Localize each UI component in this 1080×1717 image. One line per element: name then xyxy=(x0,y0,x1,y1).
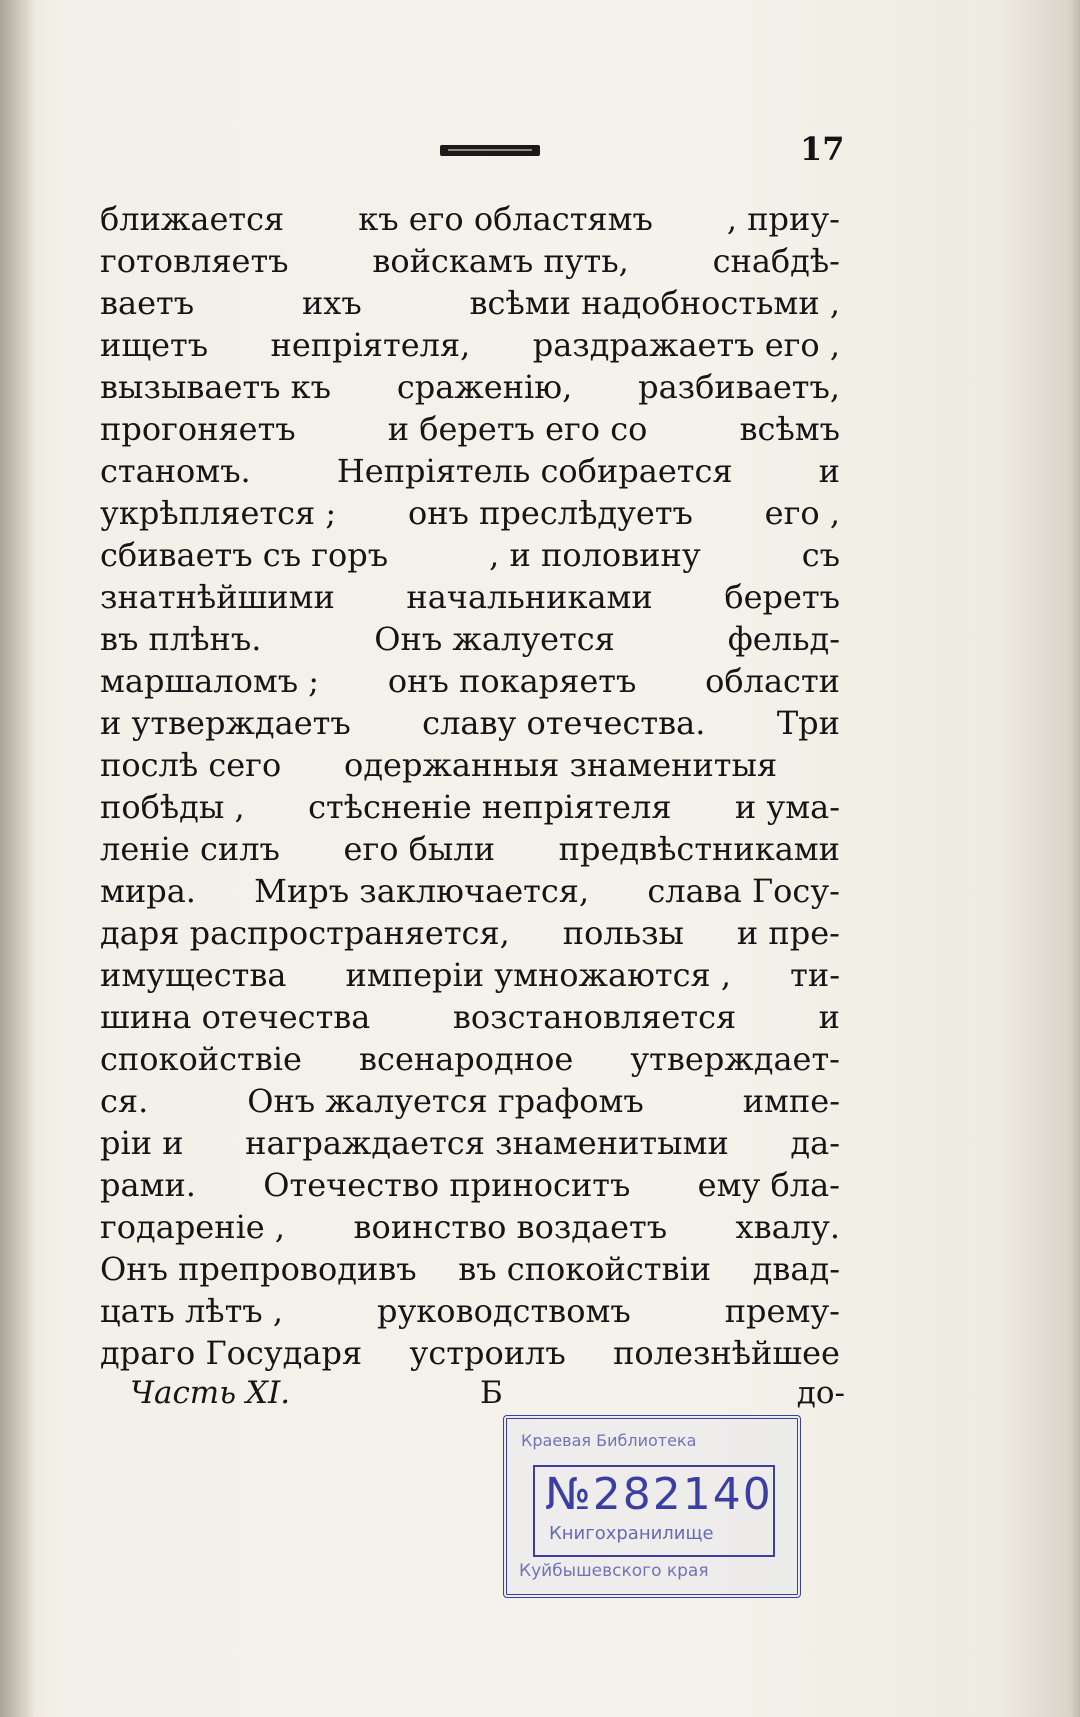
text-line xyxy=(100,240,840,282)
text-segment: мира. xyxy=(100,872,196,910)
text-line xyxy=(100,450,840,492)
text-segment: его , xyxy=(764,494,840,532)
text-segment: начальниками xyxy=(406,578,653,616)
text-segment: леніе силъ xyxy=(100,830,280,868)
text-line xyxy=(100,660,840,702)
text-segment: ваетъ xyxy=(100,284,195,322)
text-segment: и xyxy=(818,998,840,1036)
text-segment: устроилъ xyxy=(409,1334,566,1372)
text-segment: ріи и xyxy=(100,1124,184,1162)
text-segment: годареніе , xyxy=(100,1208,286,1246)
stamp-region-label: Куйбышевского края xyxy=(519,1561,709,1581)
text-segment: руководствомъ xyxy=(376,1292,631,1330)
text-segment: всѣмъ xyxy=(739,410,840,448)
catchword: до- xyxy=(796,1375,845,1411)
text-segment: въ плѣнъ. xyxy=(100,620,262,658)
text-segment: двад- xyxy=(752,1250,840,1288)
text-line xyxy=(100,534,840,576)
text-segment: и xyxy=(818,452,840,490)
text-segment: ближается xyxy=(100,200,285,238)
stamp-storage-label: Книгохранилище xyxy=(549,1523,714,1544)
text-line xyxy=(100,786,840,828)
text-segment: ся. xyxy=(100,1082,149,1120)
text-segment: полезнѣйшее xyxy=(613,1334,840,1372)
text-line xyxy=(100,324,840,366)
gutter-shadow xyxy=(0,0,34,1717)
text-segment: драго Государя xyxy=(100,1334,363,1372)
text-segment: фельд- xyxy=(727,620,840,658)
text-segment: одержанныя знаменитыя xyxy=(344,746,778,784)
text-line xyxy=(100,198,840,240)
text-segment: ему бла- xyxy=(697,1166,840,1204)
text-segment: Отечество приноситъ xyxy=(263,1166,631,1204)
text-line xyxy=(100,1332,840,1374)
text-segment: къ его областямъ xyxy=(358,200,653,238)
text-line xyxy=(100,492,840,534)
text-segment: хвалу. xyxy=(735,1208,840,1246)
page-number: 17 xyxy=(800,130,845,168)
text-segment: и утверждаетъ xyxy=(100,704,351,742)
text-segment: рами. xyxy=(100,1166,196,1204)
text-segment: Онъ жалуется xyxy=(374,620,615,658)
text-segment: съ xyxy=(801,536,840,574)
text-segment: имперіи умножаются , xyxy=(345,956,732,994)
text-segment: имущества xyxy=(100,956,287,994)
text-segment: утверждает- xyxy=(630,1040,840,1078)
text-line xyxy=(100,366,840,408)
text-segment: шина отечества xyxy=(100,998,371,1036)
text-segment: спокойствіе xyxy=(100,1040,302,1078)
text-line xyxy=(100,618,840,660)
text-line xyxy=(100,1290,840,1332)
text-segment: ихъ xyxy=(301,284,362,322)
text-line xyxy=(100,1038,840,1080)
text-segment: Непріятель собирается xyxy=(336,452,733,490)
text-segment: онъ преслѣдуетъ xyxy=(407,494,693,532)
signature-mark: Б xyxy=(480,1375,503,1411)
text-segment: Миръ заключается, xyxy=(254,872,590,910)
text-line xyxy=(100,828,840,870)
text-segment: готовляетъ xyxy=(100,242,289,280)
header-rule xyxy=(440,145,540,156)
text-segment: предвѣстниками xyxy=(558,830,840,868)
text-segment: стѣсненіе непріятеля xyxy=(308,788,672,826)
text-segment: возстановляется xyxy=(452,998,737,1036)
text-segment: укрѣпляется ; xyxy=(100,494,337,532)
text-segment: воинство воздаетъ xyxy=(353,1208,668,1246)
body-text xyxy=(100,198,840,1374)
text-segment: и беретъ его со xyxy=(387,410,648,448)
text-line xyxy=(100,1080,840,1122)
text-segment: въ спокойствіи xyxy=(458,1250,712,1288)
text-segment: , приу- xyxy=(726,200,840,238)
library-stamp xyxy=(503,1415,801,1598)
text-segment: беретъ xyxy=(724,578,840,616)
text-segment: и ума- xyxy=(734,788,840,826)
text-line xyxy=(100,744,840,786)
text-segment: Три xyxy=(776,704,840,742)
text-segment: знатнѣйшими xyxy=(100,578,335,616)
text-segment: прему- xyxy=(724,1292,840,1330)
text-line xyxy=(100,870,840,912)
text-segment: вызываетъ къ xyxy=(100,368,332,406)
volume-part-label: Часть XI. xyxy=(130,1375,291,1411)
text-line xyxy=(100,1122,840,1164)
text-segment: всенародное xyxy=(359,1040,574,1078)
stamp-number: №282140 xyxy=(545,1469,773,1520)
text-line xyxy=(100,1248,840,1290)
text-segment: непріятеля, xyxy=(270,326,471,364)
text-segment: всѣми надобностьми , xyxy=(469,284,840,322)
text-segment: побѣды , xyxy=(100,788,245,826)
text-line xyxy=(100,702,840,744)
text-line xyxy=(100,954,840,996)
text-segment: пользы xyxy=(562,914,684,952)
stamp-inner-box xyxy=(533,1465,775,1557)
text-line xyxy=(100,1164,840,1206)
text-segment: его были xyxy=(343,830,496,868)
text-segment: станомъ. xyxy=(100,452,251,490)
text-segment: онъ покаряетъ xyxy=(387,662,637,700)
text-segment: награждается знаменитыми xyxy=(245,1124,729,1162)
text-line xyxy=(100,1206,840,1248)
text-line xyxy=(100,282,840,324)
text-segment: славу отечества. xyxy=(422,704,706,742)
stamp-library-name: Краевая Библиотека xyxy=(521,1431,697,1450)
text-segment: маршаломъ ; xyxy=(100,662,320,700)
text-line xyxy=(100,912,840,954)
text-segment: даря распространяется, xyxy=(100,914,510,952)
text-segment: снабдѣ- xyxy=(712,242,840,280)
text-segment: Онъ препроводивъ xyxy=(100,1250,417,1288)
text-segment: цать лѣтъ , xyxy=(100,1292,283,1330)
text-segment: сраженію, xyxy=(396,368,573,406)
text-segment: ти- xyxy=(790,956,840,994)
text-line xyxy=(100,408,840,450)
text-segment: послѣ сего xyxy=(100,746,282,784)
text-segment: слава Госу- xyxy=(647,872,840,910)
text-segment: Онъ жалуется графомъ xyxy=(247,1082,644,1120)
page-footer xyxy=(130,1375,845,1419)
text-line xyxy=(100,996,840,1038)
text-line xyxy=(100,576,840,618)
text-segment: разбиваетъ, xyxy=(638,368,840,406)
text-segment: войскамъ путь, xyxy=(372,242,629,280)
text-segment: , и половину xyxy=(489,536,701,574)
text-segment: раздражаетъ его , xyxy=(532,326,840,364)
text-segment: сбиваетъ съ горъ xyxy=(100,536,389,574)
text-segment: ищетъ xyxy=(100,326,209,364)
text-segment: да- xyxy=(790,1124,840,1162)
text-segment: области xyxy=(705,662,840,700)
text-segment: импе- xyxy=(742,1082,840,1120)
text-segment: прогоняетъ xyxy=(100,410,296,448)
text-segment: и пре- xyxy=(736,914,840,952)
